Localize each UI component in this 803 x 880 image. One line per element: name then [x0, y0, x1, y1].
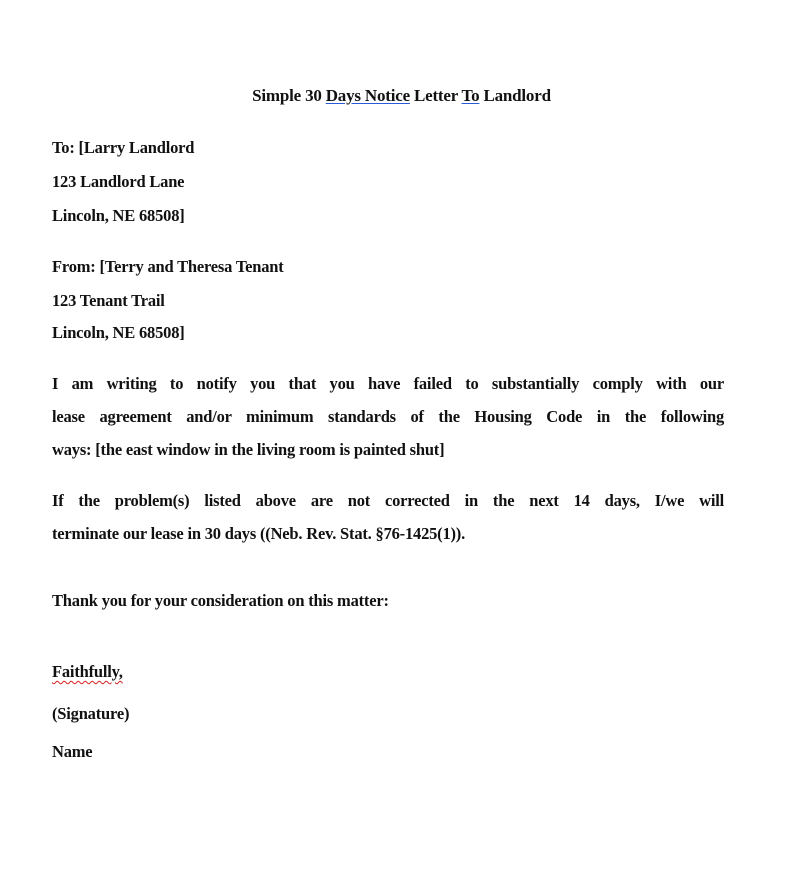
- title-part-4: To: [461, 86, 480, 105]
- recipient-line-3: Lincoln, NE 68508]: [52, 206, 185, 225]
- name-placeholder: Name: [52, 742, 93, 761]
- title-part-3: Letter: [409, 86, 462, 105]
- title-part-1: Simple 30: [252, 86, 326, 105]
- body-para1-line-1: I am writing to notify you that you have failed to substantially comply with our: [52, 374, 724, 393]
- sender-line-1: From: [Terry and Theresa Tenant: [52, 257, 284, 276]
- letter-title: [0, 86, 803, 106]
- recipient-line-1: To: [Larry Landlord: [52, 138, 195, 157]
- recipient-line-2: 123 Landlord Lane: [52, 172, 185, 191]
- body-para2-line-2: terminate our lease in 30 days ((Neb. Rev. Stat. §76-1425(1)).: [52, 524, 466, 543]
- title-part-5: Landlord: [479, 86, 551, 105]
- valediction: Faithfully,: [52, 662, 123, 681]
- body-para1-line-2: lease agreement and/or minimum standards of the Housing Code in the following: [52, 407, 724, 426]
- title-part-2: Days Notice: [325, 86, 410, 105]
- body-para2-line-1: If the problem(s) listed above are not corrected in the next 14 days, I/we will: [52, 491, 724, 510]
- signature-placeholder: (Signature): [52, 704, 130, 723]
- sender-line-3: Lincoln, NE 68508]: [52, 323, 185, 342]
- sender-line-2: 123 Tenant Trail: [52, 291, 165, 310]
- thanks-line: Thank you for your consideration on this matter:: [52, 591, 389, 610]
- body-para1-line-3: ways: [the east window in the living room is painted shut]: [52, 440, 445, 459]
